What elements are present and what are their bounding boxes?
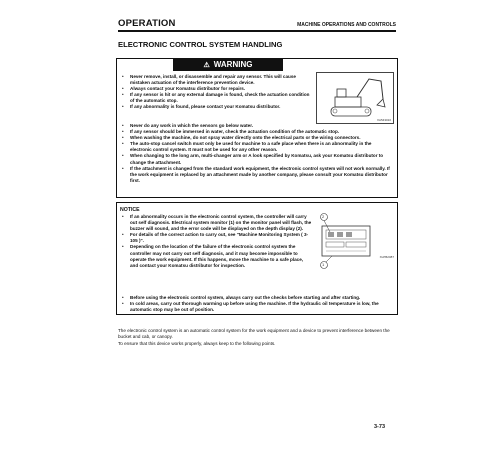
figure-code: XA543010 xyxy=(376,118,391,122)
list-item: • If any sensor should be immersed in water, check the actuation condition of the automatic stop. xyxy=(120,129,394,135)
list-item: • Never do any work in which the sensors go below water. xyxy=(120,123,394,129)
notice-list-narrow xyxy=(120,214,312,269)
list-item: • Depending on the location of the failure of the electronic control system the controller may not carry out self diagnosis, and it may become impossible to operate the work equipment. If this happens, move the machine to a safe place, and contact your Komatsu distributor for inspection. xyxy=(120,244,312,268)
list-item: • The auto-stop cancel switch must only be used for machine to a safe place when there is an abnormality in the electronic control system. It must not be used for any other reason. xyxy=(120,141,394,153)
list-item: • When washing the machine, do not spray water directly onto the electrical parts or the wiring connectors. xyxy=(120,135,394,141)
list-item: • If any abnormality is found, please contact your Komatsu distributor. xyxy=(120,104,312,110)
figure-code: XLPB2087 xyxy=(379,255,394,259)
warning-banner xyxy=(173,59,283,71)
page-header xyxy=(118,14,396,32)
list-item: • For details of the correct action to carry out, see "Machine Monitoring System ( 3-105 )". xyxy=(120,232,312,244)
list-item: • If an abnormality occurs in the electronic control system, the controller will carry out self diagnosis. Electrical system monitor (1) on the monitor panel will flash, the buzzer will sound, and the error code will be displayed on the depth display (2). xyxy=(120,214,312,232)
page-title: ELECTRONIC CONTROL SYSTEM HANDLING xyxy=(118,40,283,49)
warning-list-wide xyxy=(120,123,394,184)
monitor-panel-illustration xyxy=(316,212,394,274)
list-item: • When changing to the long arm, multi-changer arm or A look specified by Komatsu, ask your Komatsu distributor to change the attachment. xyxy=(120,153,394,165)
list-item: • Never remove, install, or disassemble and repair any sensor. This will cause mistaken actuation of the interference prevention device. xyxy=(120,74,312,86)
page-number: 3-73 xyxy=(374,424,386,430)
warning-label: WARNING xyxy=(213,60,253,69)
list-item: • Always contact your Komatsu distributor for repairs. xyxy=(120,86,312,92)
notice-list-wide xyxy=(120,295,394,313)
body-paragraph-1: The electronic control system is an automatic control system for the work equipment and a device to prevent interference between the bucket and cab, or canopy. xyxy=(118,328,390,340)
callout-2: 1 xyxy=(322,262,325,267)
excavator-figure xyxy=(316,72,394,124)
notice-label: NOTICE xyxy=(120,207,140,213)
warning-list-narrow xyxy=(120,74,312,111)
monitor-panel-figure xyxy=(316,212,394,274)
callout-1: 2 xyxy=(322,214,325,219)
list-item: • If any sensor is hit or any external damage is found, check the actuation condition of the automatic stop. xyxy=(120,92,312,104)
chapter-title: MACHINE OPERATIONS AND CONTROLS xyxy=(297,22,396,28)
warning-triangle-icon: ⚠ xyxy=(203,62,210,69)
body-paragraph-2: To ensure that this device works properly, always keep to the following points. xyxy=(118,341,276,346)
excavator-illustration xyxy=(317,73,393,123)
list-item: • If the attachment is changed from the standard work equipment, the electronic control system will not work normally. If the work equipment is replaced by an attachment made by another company, please consult your Komatsu distributor first. xyxy=(120,166,394,184)
list-item: • Before using the electronic control system, always carry out the checks before starting and after starting. xyxy=(120,295,394,301)
list-item: • In cold areas, carry out thorough warming up before using the machine. If the hydraulic oil temperature is low, the automatic stop may be out of position. xyxy=(120,301,394,313)
section-title: OPERATION xyxy=(118,18,176,29)
